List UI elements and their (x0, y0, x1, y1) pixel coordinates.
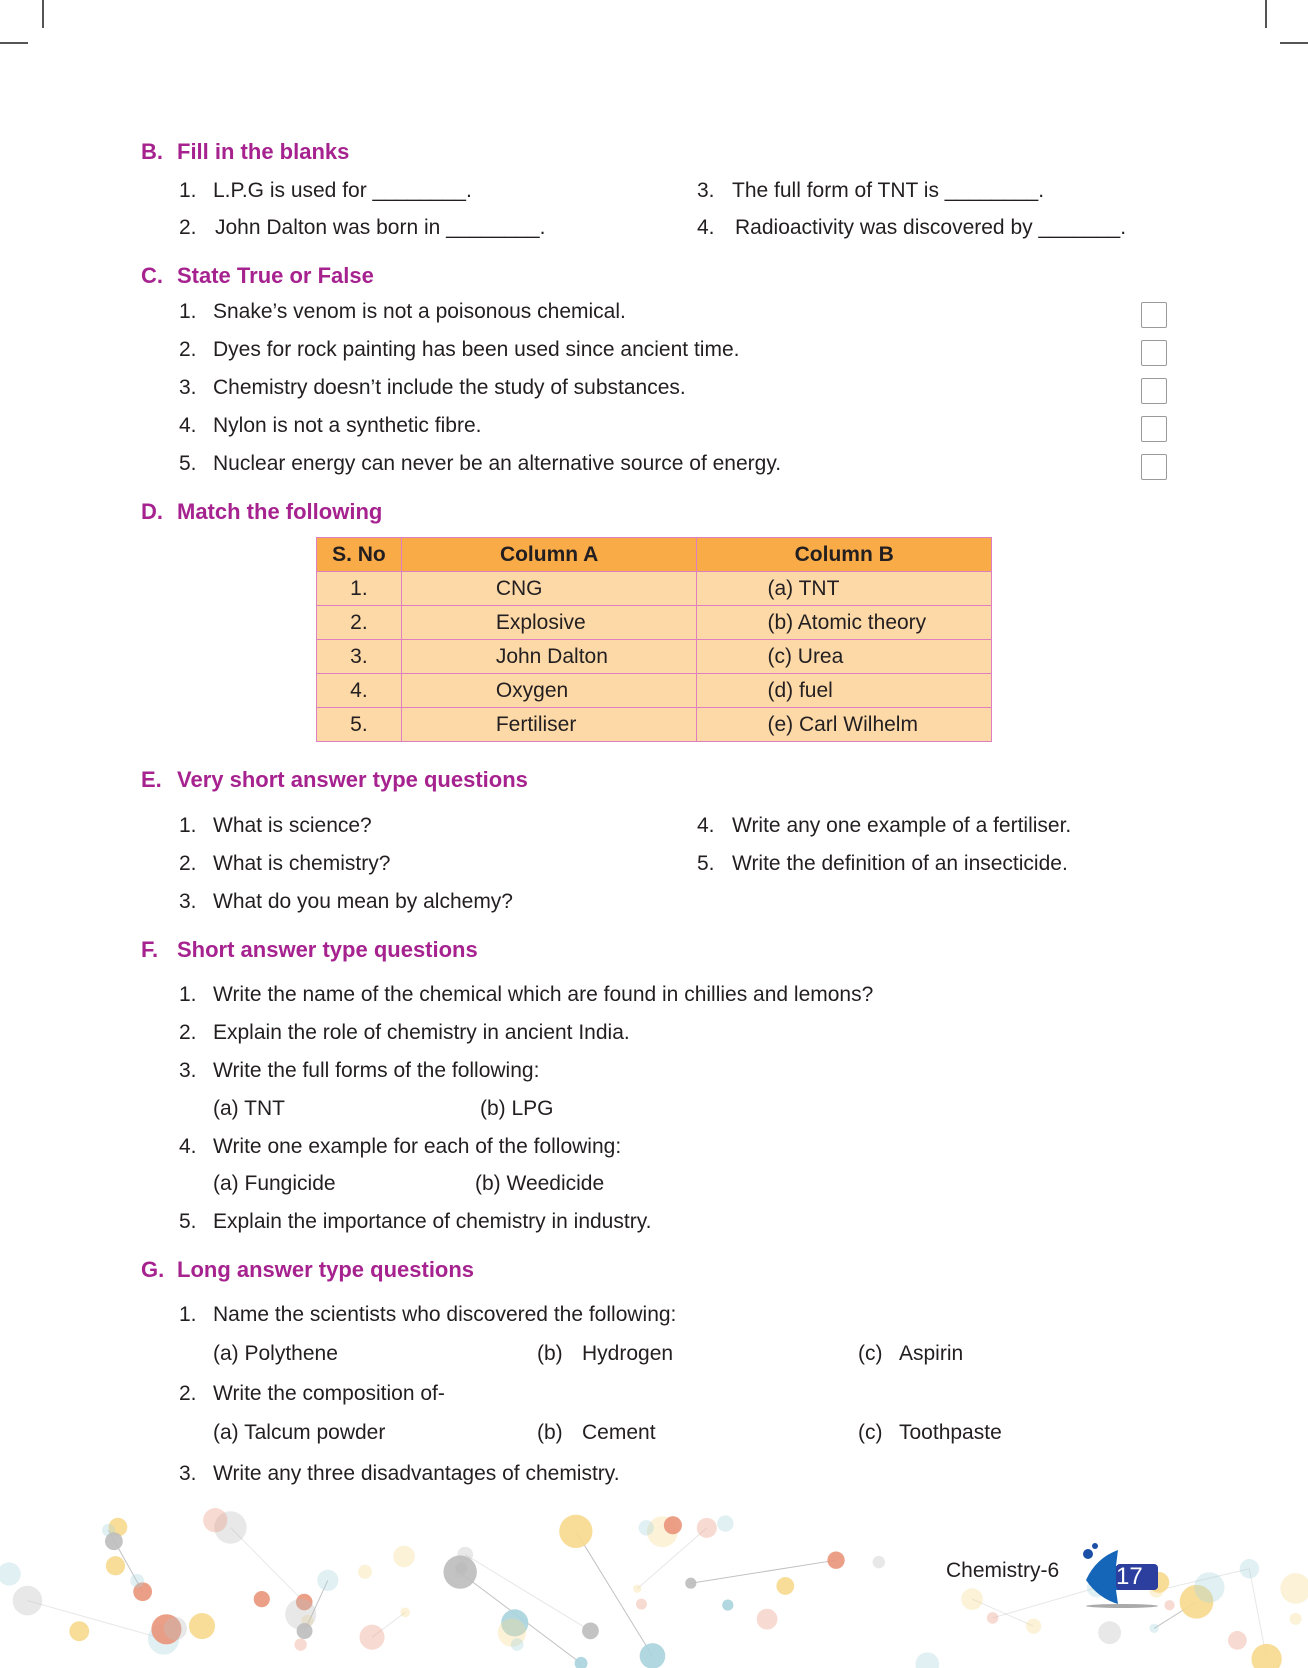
section-g-title: Long answer type questions (177, 1257, 475, 1282)
question-item: Write any one example of a fertiliser. (732, 814, 1072, 837)
atom-circle (633, 1585, 641, 1593)
atom-circle (639, 1520, 654, 1535)
header-column-b: Column B (697, 538, 992, 572)
atom-circle (1098, 1621, 1121, 1644)
cell-sno: 4. (317, 674, 402, 708)
atom-circle (400, 1608, 410, 1618)
question-item: Write any three disadvantages of chemistry. (213, 1462, 620, 1485)
true-false-item: Chemistry doesn’t include the study of substances. (213, 376, 686, 399)
atom-circle (664, 1516, 682, 1534)
match-table (316, 537, 992, 742)
cell-sno: 1. (317, 572, 402, 606)
sub-option: (a) Fungicide (213, 1172, 336, 1195)
sub-option-label: (b) (537, 1342, 563, 1365)
bond-line (691, 1560, 836, 1583)
table-row (317, 674, 992, 708)
item-number: 1. (179, 1303, 197, 1326)
item-number: 1. (179, 179, 197, 202)
atom-circle (106, 1556, 125, 1575)
item-number: 3. (179, 1059, 197, 1082)
question-item: Write the name of the chemical which are found in chillies and lemons? (213, 983, 874, 1006)
atom-circle (559, 1515, 592, 1548)
table-row (317, 708, 992, 742)
answer-checkbox[interactable] (1141, 340, 1167, 366)
bond-line (27, 1601, 163, 1639)
atom-circle (1164, 1600, 1174, 1610)
atom-circle (915, 1652, 939, 1668)
sub-option: (a) TNT (213, 1097, 285, 1120)
question-item: Write the full forms of the following: (213, 1059, 540, 1082)
atom-circle (582, 1622, 599, 1639)
cell-column-b: (a) TNT (697, 572, 992, 606)
fill-blank-item: Radioactivity was discovered by _______. (735, 216, 1127, 239)
atom-circle (1026, 1619, 1041, 1634)
section-b-title: Fill in the blanks (177, 139, 350, 164)
atom-circle (1150, 1624, 1159, 1633)
crop-mark (1280, 42, 1308, 44)
atom-circle (873, 1556, 885, 1568)
item-number: 3. (697, 179, 715, 202)
cell-column-a: Fertiliser (401, 708, 697, 742)
atom-circle (511, 1638, 524, 1651)
item-number: 4. (179, 414, 197, 437)
section-e-title: Very short answer type questions (177, 767, 528, 792)
atom-circle (1290, 1613, 1302, 1625)
cell-column-a: Explosive (401, 606, 697, 640)
atom-circle (317, 1570, 338, 1591)
item-number: 3. (179, 1462, 197, 1485)
true-false-item: Nuclear energy can never be an alternative source of energy. (213, 452, 782, 475)
cell-column-b: (c) Urea (697, 640, 992, 674)
item-number: 1. (179, 814, 197, 837)
sub-option: (a) Polythene (213, 1342, 338, 1365)
sub-option: Hydrogen (582, 1342, 674, 1365)
cell-sno: 3. (317, 640, 402, 674)
cell-column-b: (d) fuel (697, 674, 992, 708)
sub-option: (a) Talcum powder (213, 1421, 386, 1444)
sub-option: (b) Weedicide (475, 1172, 605, 1195)
item-number: 2. (179, 852, 197, 875)
atom-circle (105, 1532, 123, 1550)
question-item: Write the definition of an insecticide. (732, 852, 1068, 875)
item-number: 3. (179, 376, 197, 399)
atom-circle (1280, 1573, 1308, 1604)
table-header-row (317, 538, 992, 572)
answer-checkbox[interactable] (1141, 378, 1167, 404)
atom-circle (722, 1599, 733, 1610)
cell-column-a: Oxygen (401, 674, 697, 708)
item-number: 1. (179, 983, 197, 1006)
header-sno: S. No (317, 538, 402, 572)
question-item: What is chemistry? (213, 852, 391, 875)
atom-circle (697, 1518, 717, 1538)
cell-column-b: (e) Carl Wilhelm (697, 708, 992, 742)
sub-option: (b) LPG (480, 1097, 554, 1120)
section-c-title: State True or False (177, 263, 374, 288)
cell-column-b: (b) Atomic theory (697, 606, 992, 640)
atom-circle (987, 1612, 999, 1624)
atom-circle (717, 1515, 733, 1531)
fill-blank-item: John Dalton was born in ________. (215, 216, 546, 239)
atom-circle (961, 1588, 983, 1610)
page-number-badge (1078, 1538, 1160, 1608)
header-column-a: Column A (401, 538, 697, 572)
atom-circle (285, 1599, 316, 1630)
section-d-label: D. (141, 499, 163, 524)
sub-option: Cement (582, 1421, 656, 1444)
true-false-item: Nylon is not a synthetic fibre. (213, 414, 482, 437)
sub-option-label: (c) (858, 1421, 883, 1444)
section-d-title: Match the following (177, 499, 383, 524)
fill-blank-item: L.P.G is used for ________. (213, 179, 472, 202)
item-number: 2. (179, 1382, 197, 1405)
atom-circle (189, 1613, 215, 1639)
atom-circle (1194, 1572, 1224, 1602)
item-number: 4. (179, 1135, 197, 1158)
table-row (317, 606, 992, 640)
sub-option-label: (b) (537, 1421, 563, 1444)
item-number: 3. (179, 890, 197, 913)
cell-column-a: John Dalton (401, 640, 697, 674)
true-false-item: Dyes for rock painting has been used since ancient time. (213, 338, 740, 361)
section-f-label: F. (141, 937, 159, 962)
atom-circle (685, 1578, 696, 1589)
crop-mark (42, 0, 44, 28)
crop-mark (0, 42, 28, 44)
fill-blank-item: The full form of TNT is ________. (732, 179, 1045, 202)
answer-checkbox[interactable] (1141, 416, 1167, 442)
item-number: 2. (179, 338, 197, 361)
cell-sno: 5. (317, 708, 402, 742)
section-e-label: E. (141, 767, 162, 792)
item-number: 4. (697, 814, 715, 837)
atom-circle (757, 1609, 778, 1630)
question-item: Write one example for each of the following: (213, 1135, 622, 1158)
question-item: Write the composition of- (213, 1382, 445, 1405)
answer-checkbox[interactable] (1141, 454, 1167, 480)
true-false-item: Snake’s venom is not a poisonous chemical. (213, 300, 626, 323)
atom-circle (130, 1574, 144, 1588)
book-title: Chemistry-6 (946, 1559, 1060, 1582)
question-item: What do you mean by alchemy? (213, 890, 513, 913)
item-number: 2. (179, 216, 197, 239)
page-number: 17 (1116, 1563, 1143, 1590)
atom-circle (1240, 1559, 1259, 1578)
atom-circle (443, 1555, 476, 1588)
atom-circle (359, 1625, 384, 1650)
cell-column-a: CNG (401, 572, 697, 606)
item-number: 5. (697, 852, 715, 875)
atom-circle (1251, 1644, 1281, 1668)
atom-circle (294, 1638, 306, 1650)
atom-circle (776, 1577, 794, 1595)
crop-mark (1265, 0, 1267, 28)
sub-option: Aspirin (899, 1342, 964, 1365)
section-b-label: B. (141, 139, 163, 164)
atom-circle (827, 1552, 844, 1569)
atom-circle (203, 1508, 227, 1532)
section-c-label: C. (141, 263, 163, 288)
atom-circle (640, 1643, 666, 1668)
atom-circle (636, 1599, 647, 1610)
question-item: Explain the role of chemistry in ancient India. (213, 1021, 630, 1044)
item-number: 4. (697, 216, 715, 239)
item-number: 5. (179, 1210, 197, 1233)
atom-circle (254, 1591, 270, 1607)
sub-option-label: (c) (858, 1342, 883, 1365)
question-item: What is science? (213, 814, 372, 837)
atom-circle (575, 1657, 588, 1668)
section-f-title: Short answer type questions (177, 937, 478, 962)
item-number: 1. (179, 300, 197, 323)
atom-circle (69, 1621, 89, 1641)
question-item: Explain the importance of chemistry in industry. (213, 1210, 652, 1233)
atom-circle (0, 1562, 21, 1585)
atom-circle (358, 1565, 372, 1579)
question-item: Name the scientists who discovered the following: (213, 1303, 677, 1326)
table-row (317, 640, 992, 674)
sub-option: Toothpaste (899, 1421, 1002, 1444)
table-row (317, 572, 992, 606)
atom-circle (1228, 1631, 1247, 1650)
item-number: 2. (179, 1021, 197, 1044)
atom-circle (164, 1617, 187, 1640)
atom-circle (13, 1586, 43, 1616)
item-number: 5. (179, 452, 197, 475)
atom-circle (393, 1546, 415, 1568)
section-g-label: G. (141, 1257, 165, 1282)
answer-checkbox[interactable] (1141, 302, 1167, 328)
cell-sno: 2. (317, 606, 402, 640)
